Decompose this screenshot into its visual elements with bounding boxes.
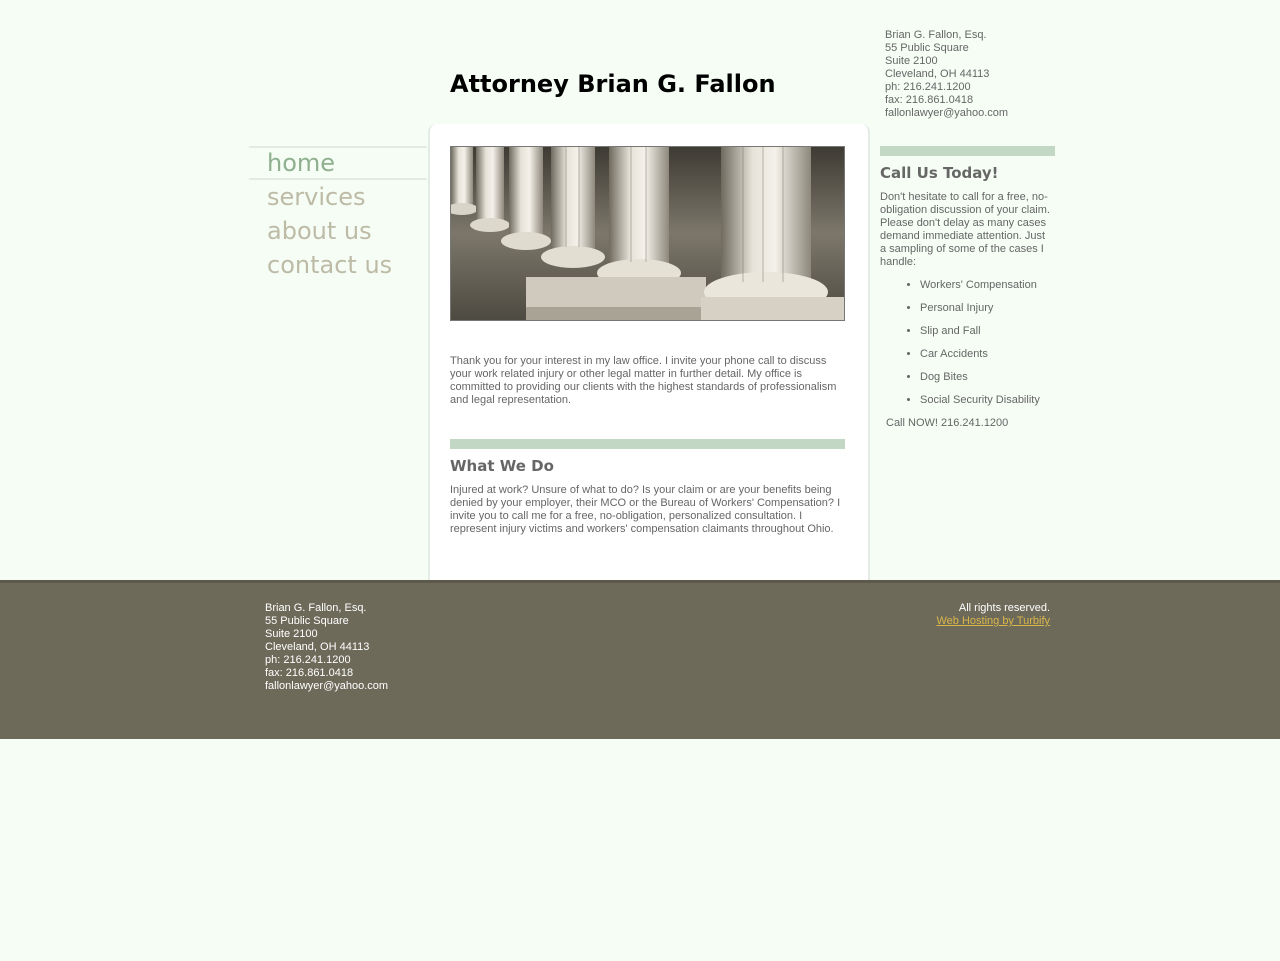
nav-item-about-us[interactable]: about us [267,217,372,245]
list-item: • Car Accidents [920,348,1055,371]
footer [0,580,1280,739]
what-we-do-title: What We Do [450,457,554,475]
header-contact [885,29,1008,120]
main-nav [249,146,427,282]
what-we-do-text: Injured at work? Unsure of what to do? Is your claim or are your benefits being denied by your employer, their MCO or the Bureau of Workers' Compensation? I invite you to call me for a free, no-obligation, personalized consultation. I represent injury victims and workers' compensation claimants throughout Ohio. [450,484,841,535]
header-contact-name: Brian G. Fallon, Esq. [885,29,987,41]
hero-columns-image [450,146,845,321]
call-us-text: Don't hesitate to call for a free, no-obligation discussion of your claim. Please don't delay as many cases demand immediate attention. Just a sampling of some of the cases I handle: [880,191,1050,268]
header-contact-street: 55 Public Square [885,42,969,54]
rights-text: All rights reserved. [958,602,1050,614]
list-item: • Workers' Compensation [920,279,1055,302]
list-item: • Dog Bites [920,371,1055,394]
columns-illustration [451,147,844,320]
footer-contact-fax: fax: 216.861.0418 [265,667,354,679]
what-we-do-divider [450,439,845,449]
list-item: • Social Security Disability [920,394,1055,417]
footer-contact-suite: Suite 2100 [265,628,318,640]
header-contact-fax: fax: 216.861.0418 [885,94,974,106]
footer-right [936,602,1050,628]
nav-item-contact-us[interactable]: contact us [267,251,393,279]
footer-contact [265,602,388,693]
header-contact-email: fallonlawyer@yahoo.com [885,107,1009,119]
nav-item-services[interactable]: services [267,183,366,211]
list-item: • Slip and Fall [920,325,1055,348]
list-item: • Personal Injury [920,302,1055,325]
header-contact-phone: ph: 216.241.1200 [885,81,971,93]
footer-contact-city: Cleveland, OH 44113 [265,641,370,653]
call-now-text: Call NOW! 216.241.1200 [886,417,1009,429]
intro-paragraph: Thank you for your interest in my law office. I invite your phone call to discuss your work related injury or other legal matter in further detail. My office is committed to providing our clients with the highest standards of professionalism and legal representation. [450,355,837,406]
footer-contact-email: fallonlawyer@yahoo.com [265,680,389,692]
sidebar-divider [880,146,1055,156]
footer-contact-phone: ph: 216.241.1200 [265,654,351,666]
footer-contact-street: 55 Public Square [265,615,349,627]
call-us-title: Call Us Today! [880,164,999,182]
site-title: Attorney Brian G. Fallon [450,70,776,98]
header-contact-city: Cleveland, OH 44113 [885,68,990,80]
nav-item-home[interactable]: home [249,146,427,180]
case-types-list [880,279,1055,417]
web-hosting-link[interactable]: Web Hosting by Turbify [936,615,1050,627]
header-contact-suite: Suite 2100 [885,55,938,67]
footer-contact-name: Brian G. Fallon, Esq. [265,602,367,614]
